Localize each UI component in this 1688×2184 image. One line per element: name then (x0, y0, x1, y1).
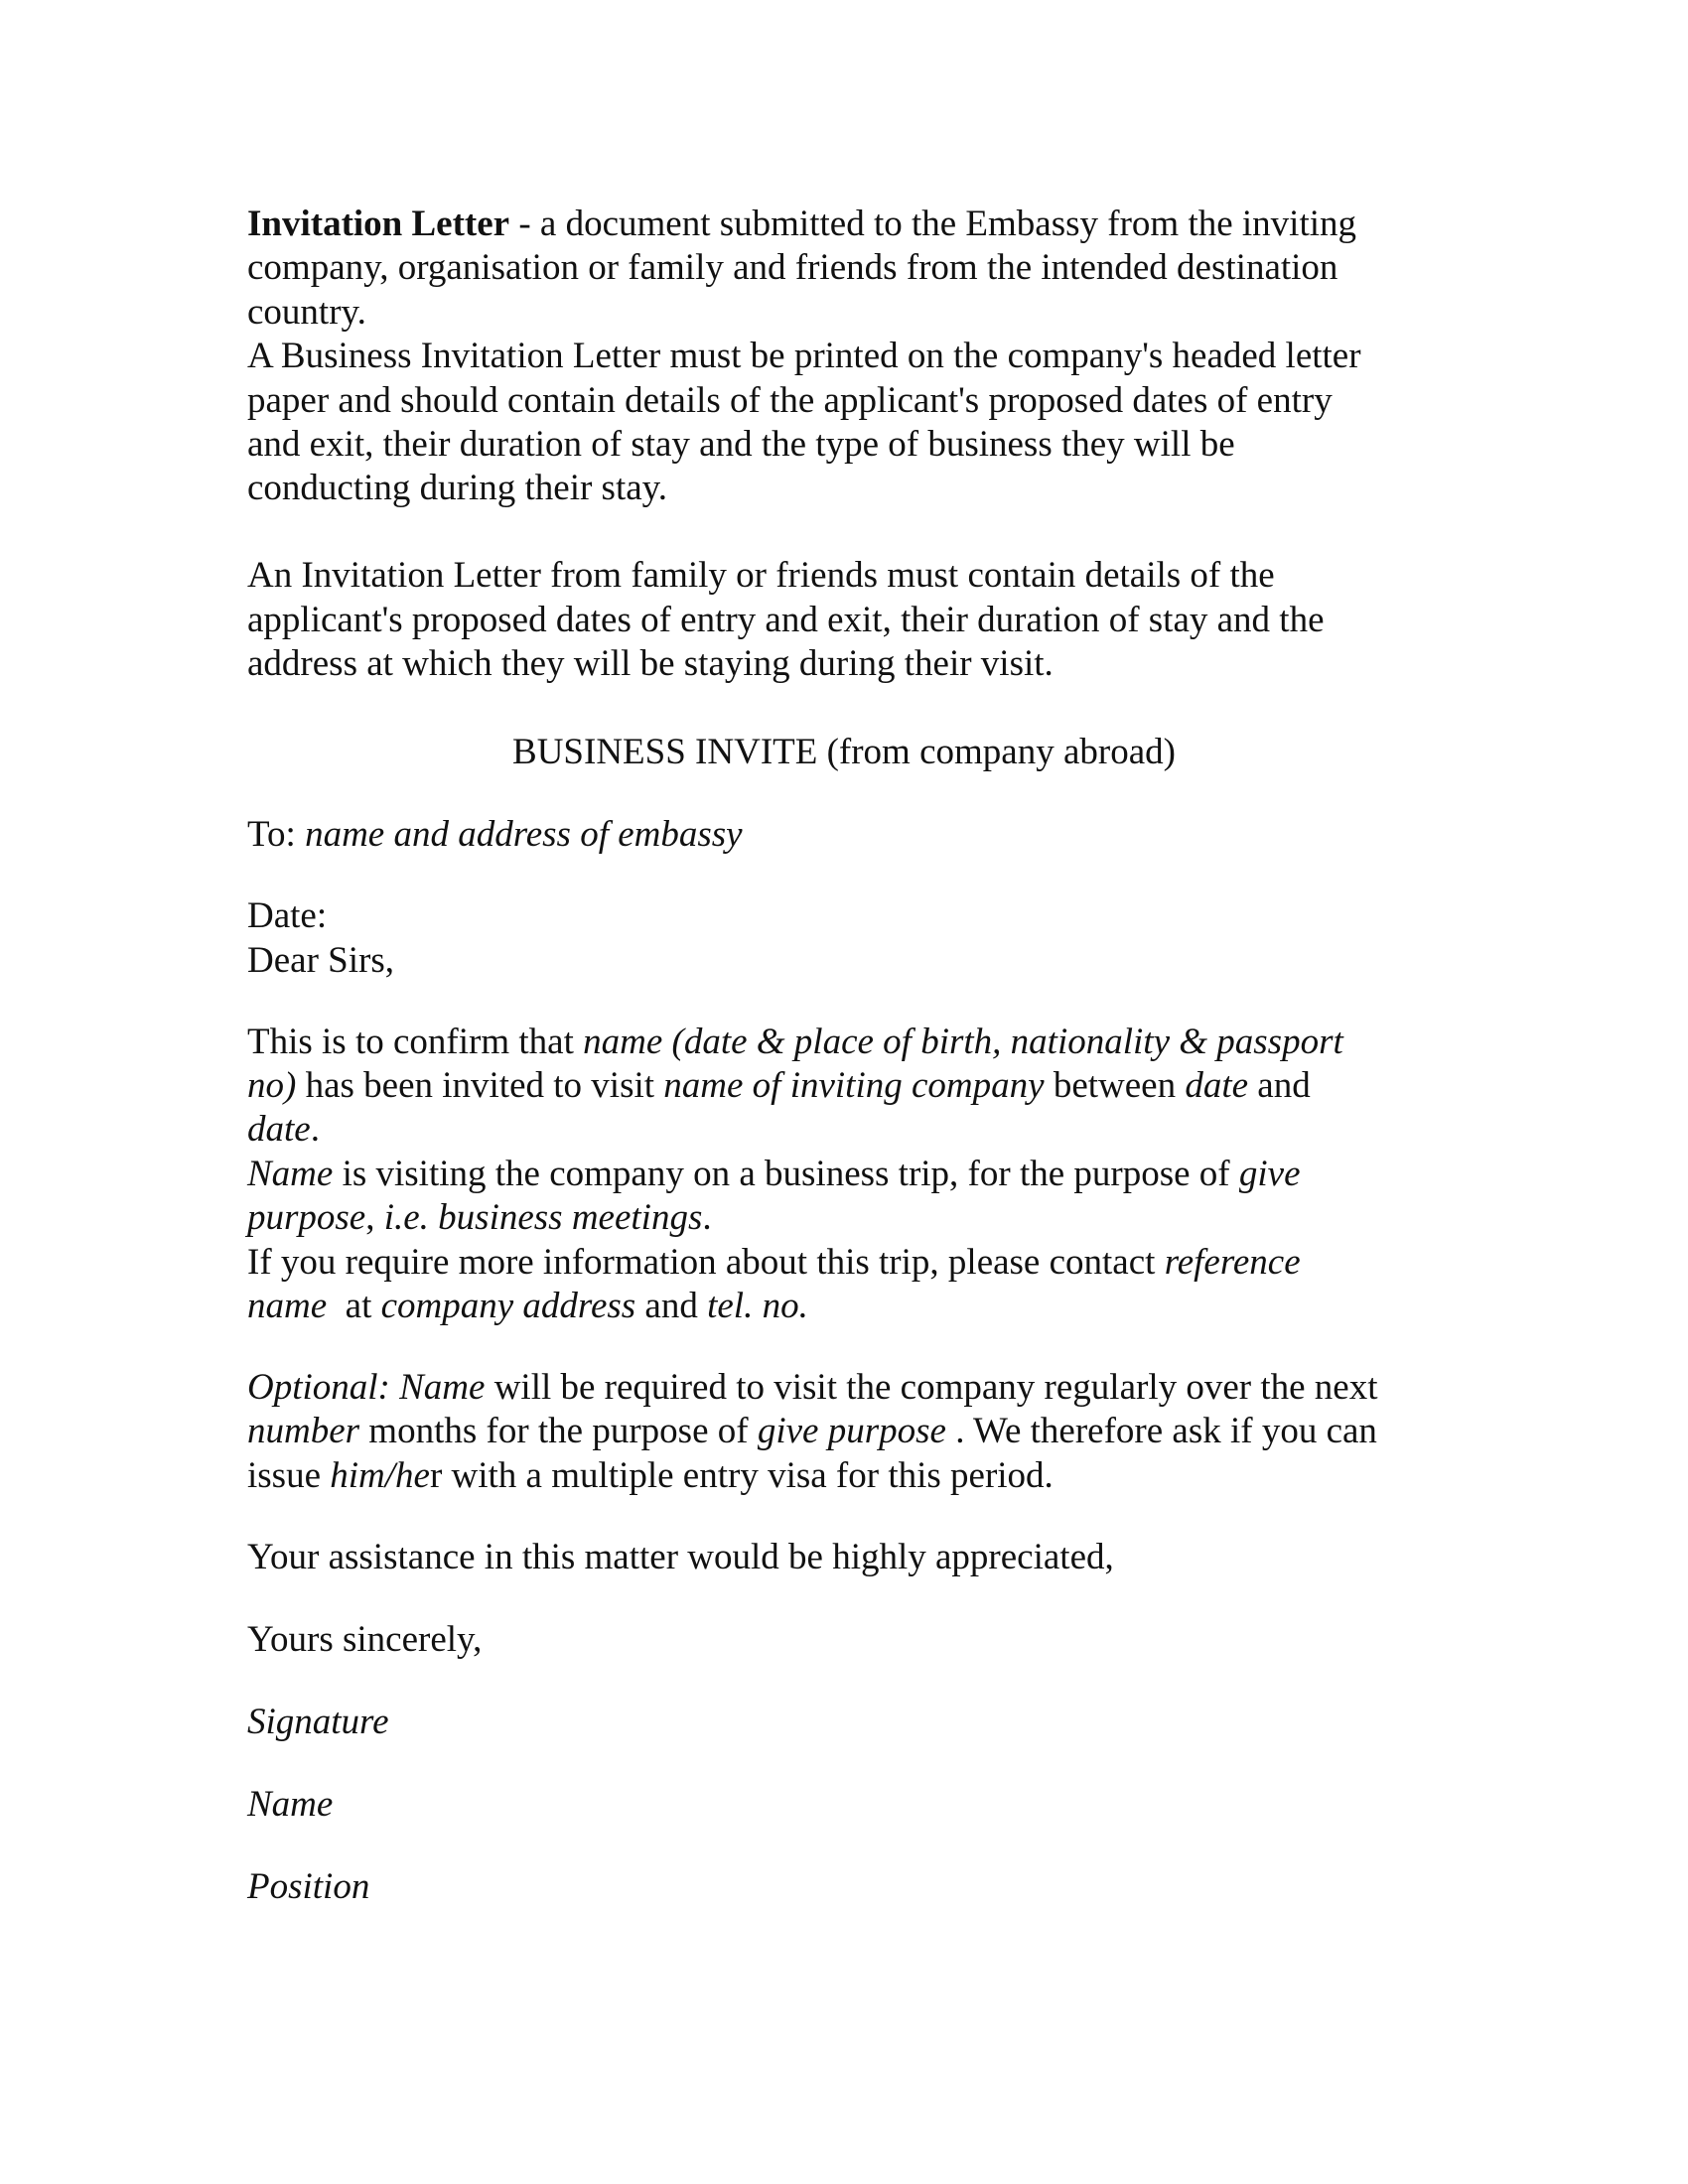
business-line-2: paper and should contain details of the applicant's proposed dates of entry (247, 380, 1333, 421)
family-line-1: An Invitation Letter from family or friends must contain details of the (247, 555, 1275, 596)
confirm-line-7: name at company address and tel. no. (247, 1286, 808, 1326)
position-placeholder: Position (247, 1866, 370, 1907)
confirm-line-6: If you require more information about this trip, please contact reference (247, 1242, 1301, 1283)
to-line: To: name and address of embassy (247, 814, 743, 855)
letter-heading: BUSINESS INVITE (from company abroad) (512, 732, 1176, 772)
signoff: Yours sincerely, (247, 1619, 483, 1660)
confirm-line-5: purpose, i.e. business meetings. (247, 1197, 712, 1238)
name-placeholder: Name (247, 1784, 334, 1825)
optional-line-2: number months for the purpose of give purpose . We therefore ask if you can (247, 1411, 1377, 1451)
confirm-line-3: date. (247, 1109, 320, 1150)
business-line-3: and exit, their duration of stay and the type of business they will be (247, 424, 1235, 465)
signature-placeholder: Signature (247, 1702, 389, 1742)
confirm-line-2: no) has been invited to visit name of inviting company between date and (247, 1065, 1311, 1106)
family-line-3: address at which they will be staying during their visit. (247, 643, 1054, 684)
embassy-placeholder: name and address of embassy (305, 814, 743, 855)
closing-line: Your assistance in this matter would be highly appreciated, (247, 1537, 1114, 1577)
family-line-2: applicant's proposed dates of entry and exit, their duration of stay and the (247, 600, 1325, 640)
date-label: Date: (247, 895, 328, 936)
salutation: Dear Sirs, (247, 940, 394, 981)
optional-line-1: Optional: Name will be required to visit the company regularly over the next (247, 1367, 1378, 1408)
optional-line-3: issue him/her with a multiple entry visa for this period. (247, 1455, 1054, 1496)
intro-term: Invitation Letter (247, 204, 510, 244)
confirm-line-4: Name is visiting the company on a business trip, for the purpose of give (247, 1154, 1301, 1194)
confirm-line-1: This is to confirm that name (date & place of birth, nationality & passport (247, 1022, 1343, 1062)
business-line-1: A Business Invitation Letter must be printed on the company's headed letter (247, 336, 1361, 376)
intro-line-1: Invitation Letter - a document submitted to the Embassy from the inviting (247, 204, 1357, 244)
intro-line-3: country. (247, 292, 366, 333)
business-line-4: conducting during their stay. (247, 468, 668, 508)
intro-line-2: company, organisation or family and friends from the intended destination (247, 247, 1338, 288)
